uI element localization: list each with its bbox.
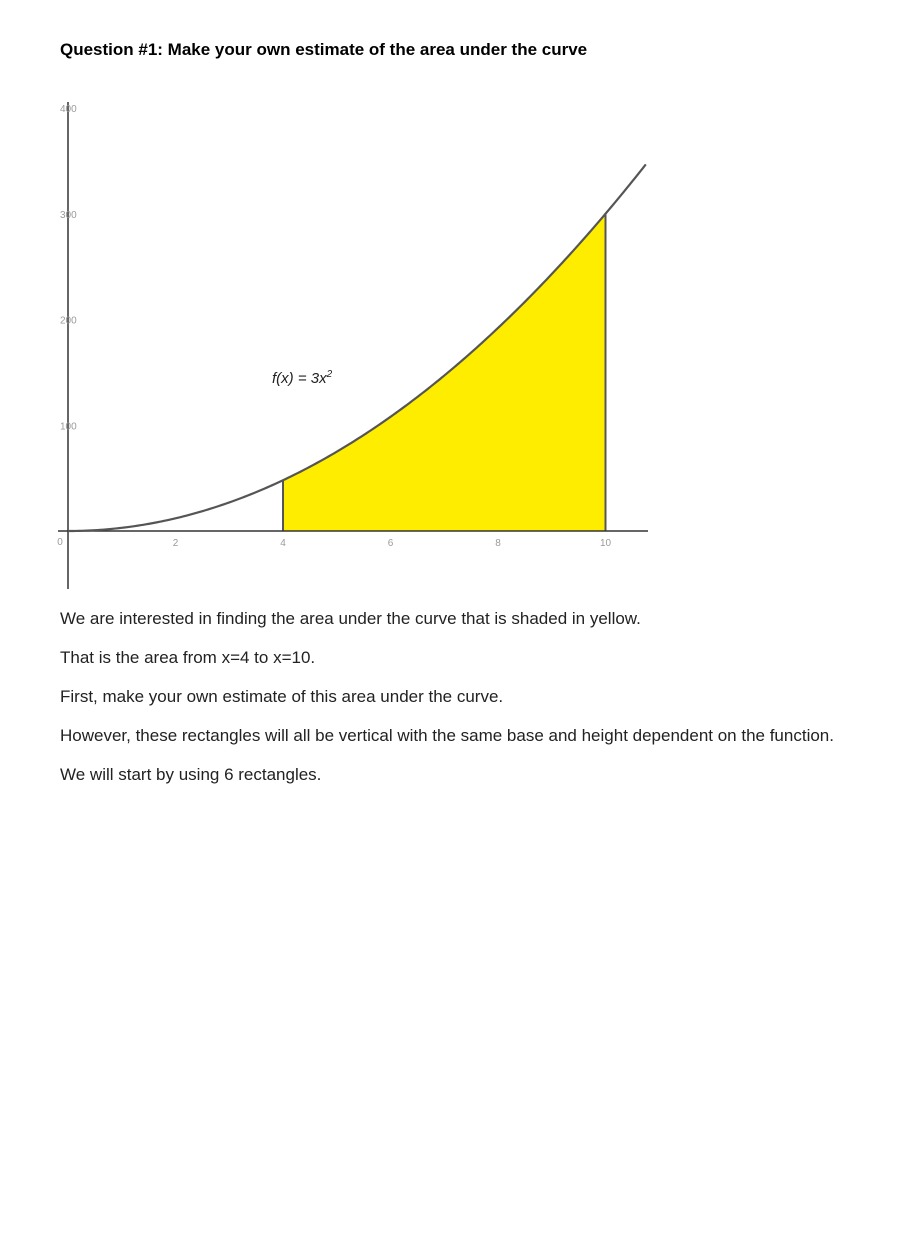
x-tick-label: 0 bbox=[57, 537, 63, 548]
paragraph-six-rectangles: We will start by using 6 rectangles. bbox=[60, 765, 322, 784]
x-tick-label: 4 bbox=[280, 538, 286, 549]
question-heading: Question #1: Make your own estimate of the area under the curve bbox=[60, 40, 588, 59]
paragraph-estimate: First, make your own estimate of this area under the curve. bbox=[60, 687, 504, 706]
paragraph-rectangles: However, these rectangles will all be vertical with the same base and height dependent on the function. bbox=[60, 726, 834, 745]
function-label-main: f(x) = 3x bbox=[272, 370, 327, 387]
paragraph-interval: That is the area from x=4 to x=10. bbox=[60, 648, 316, 667]
x-tick-label: 2 bbox=[172, 538, 179, 549]
function-label-exponent: 2 bbox=[326, 369, 333, 380]
y-tick-label: 100 bbox=[60, 421, 77, 433]
explanation-text bbox=[60, 606, 850, 801]
x-tick-labels bbox=[57, 537, 611, 549]
area-under-curve-chart bbox=[56, 94, 656, 594]
y-tick-label: 200 bbox=[60, 315, 77, 327]
x-tick-label: 6 bbox=[387, 538, 394, 549]
function-label bbox=[272, 369, 333, 387]
x-tick-label: 10 bbox=[599, 538, 612, 549]
x-tick-label: 8 bbox=[495, 538, 501, 549]
paragraph-shaded-area: We are interested in finding the area under the curve that is shaded in yellow. bbox=[60, 609, 641, 628]
y-tick-label: 300 bbox=[60, 209, 77, 221]
y-tick-label: 400 bbox=[60, 104, 77, 115]
